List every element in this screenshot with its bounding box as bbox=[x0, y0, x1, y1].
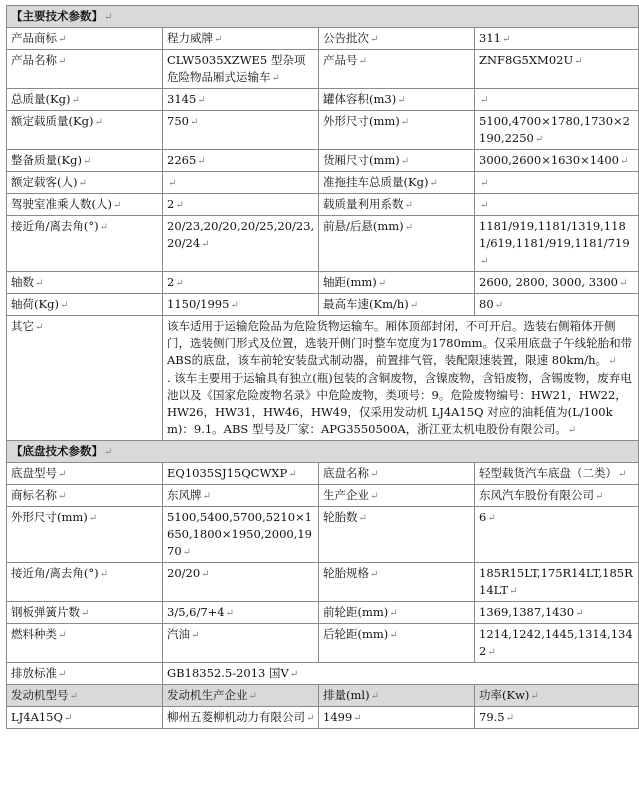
spec-value-2: ↵ bbox=[475, 194, 639, 216]
spec-value-2: 80↵ bbox=[475, 294, 639, 316]
spec-table bbox=[6, 5, 639, 729]
engine-row bbox=[7, 707, 639, 729]
spec-row bbox=[7, 272, 639, 294]
spec-value-2: ↵ bbox=[475, 89, 639, 111]
spec-value-1: 20/23,20/20,20/25,20/23,20/24↵ bbox=[163, 216, 319, 272]
chassis-label-1: 接近角/离去角(°)↵ bbox=[7, 563, 163, 602]
chassis-value-2: 东风汽车股份有限公司↵ bbox=[475, 485, 639, 507]
other-paragraph-1: 该车适用于运输危险品为危险货物运输车。厢体顶部封闭，不可开启。选装右侧箱体开侧门，选装侧门形式及位置，选装开侧门时整车宽度为1780mm。仅采用底盘子午线轮胎和带ABS的底盘，该车前轮安装盘式制动器，前置排气管，装配限速装置，限速 80km/h。↵ bbox=[167, 319, 633, 367]
spec-row bbox=[7, 89, 639, 111]
section-header-main bbox=[7, 6, 639, 28]
chassis-row bbox=[7, 563, 639, 602]
spec-row bbox=[7, 294, 639, 316]
chassis-label-2: 后轮距(mm)↵ bbox=[319, 624, 475, 663]
spec-row bbox=[7, 194, 639, 216]
section-title-main: 【主要技术参数】↵ bbox=[7, 6, 639, 28]
chassis-value-1: 汽油↵ bbox=[163, 624, 319, 663]
chassis-label-1: 外形尺寸(mm)↵ bbox=[7, 507, 163, 563]
chassis-label-2: 轮胎数↵ bbox=[319, 507, 475, 563]
spec-label-2: 公告批次↵ bbox=[319, 28, 475, 50]
chassis-label-2: 底盘名称↵ bbox=[319, 463, 475, 485]
spec-value-1: ↵ bbox=[163, 172, 319, 194]
spec-sheet bbox=[6, 5, 638, 729]
spec-label-2: 罐体容积(m3)↵ bbox=[319, 89, 475, 111]
emission-label: 排放标准↵ bbox=[7, 663, 163, 685]
spec-label-1: 轴荷(Kg)↵ bbox=[7, 294, 163, 316]
spec-label-2: 外形尺寸(mm)↵ bbox=[319, 111, 475, 150]
chassis-value-2: 185R15LT,175R14LT,185R14LT↵ bbox=[475, 563, 639, 602]
engine-maker: 柳州五菱柳机动力有限公司↵ bbox=[163, 707, 319, 729]
chassis-value-1: EQ1035SJ15QCWXP↵ bbox=[163, 463, 319, 485]
chassis-row bbox=[7, 485, 639, 507]
spec-value-2: 5100,4700×1780,1730×2190,2250↵ bbox=[475, 111, 639, 150]
spec-label-1: 轴数↵ bbox=[7, 272, 163, 294]
chassis-value-2: 1214,1242,1445,1314,1342↵ bbox=[475, 624, 639, 663]
spec-value-2: 3000,2600×1630×1400↵ bbox=[475, 150, 639, 172]
spec-value-2: 311↵ bbox=[475, 28, 639, 50]
engine-power: 79.5↵ bbox=[475, 707, 639, 729]
spec-label-2: 准拖挂车总质量(Kg)↵ bbox=[319, 172, 475, 194]
spec-label-2: 最高车速(Km/h)↵ bbox=[319, 294, 475, 316]
chassis-label-1: 燃料种类↵ bbox=[7, 624, 163, 663]
chassis-label-2: 前轮距(mm)↵ bbox=[319, 602, 475, 624]
chassis-value-1: 20/20↵ bbox=[163, 563, 319, 602]
chassis-value-2: 6↵ bbox=[475, 507, 639, 563]
spec-label-1: 驾驶室准乘人数(人)↵ bbox=[7, 194, 163, 216]
other-row bbox=[7, 316, 639, 441]
other-label: 其它↵ bbox=[7, 316, 163, 441]
spec-label-1: 额定载质量(Kg)↵ bbox=[7, 111, 163, 150]
section-header-chassis bbox=[7, 441, 639, 463]
chassis-label-1: 钢板弹簧片数↵ bbox=[7, 602, 163, 624]
spec-value-2: ZNF8G5XM02U↵ bbox=[475, 50, 639, 89]
emission-value: GB18352.5-2013 国Ⅴ↵ bbox=[163, 663, 639, 685]
spec-row bbox=[7, 111, 639, 150]
spec-label-2: 前悬/后悬(mm)↵ bbox=[319, 216, 475, 272]
section-title-chassis: 【底盘技术参数】↵ bbox=[7, 441, 639, 463]
spec-value-1: 2↵ bbox=[163, 272, 319, 294]
spec-value-1: 2265↵ bbox=[163, 150, 319, 172]
chassis-value-1: 3/5,6/7+4↵ bbox=[163, 602, 319, 624]
engine-header-maker: 发动机生产企业↵ bbox=[163, 685, 319, 707]
spec-label-1: 产品商标↵ bbox=[7, 28, 163, 50]
spec-label-1: 整备质量(Kg)↵ bbox=[7, 150, 163, 172]
spec-row bbox=[7, 150, 639, 172]
spec-value-1: 750↵ bbox=[163, 111, 319, 150]
other-paragraph-2: . 该车主要用于运输具有独立(瓶)包装的含铜废物，含镍废物，含铅废物，含锡废物，废弃电池以及《国家危险废物名录》中危险废物，类项号：9。危险废物编号：HW21，HW22，HW26，HW31，HW46，HW49，仅采用发动机 LJ4A15Q 对应的油耗值为(L/100km)：9.1。ABS 型号及厂家：APG3550500A，浙江亚太机电股份有限公司。↵ bbox=[167, 371, 632, 436]
spec-row bbox=[7, 50, 639, 89]
spec-label-1: 产品名称↵ bbox=[7, 50, 163, 89]
spec-value-2: ↵ bbox=[475, 172, 639, 194]
chassis-label-1: 商标名称↵ bbox=[7, 485, 163, 507]
spec-value-2: 1181/919,1181/1319,1181/619,1181/919,1181/719↵ bbox=[475, 216, 639, 272]
engine-header-displacement: 排量(ml)↵ bbox=[319, 685, 475, 707]
chassis-label-2: 生产企业↵ bbox=[319, 485, 475, 507]
spec-value-2: 2600, 2800, 3000, 3300↵ bbox=[475, 272, 639, 294]
engine-displacement: 1499↵ bbox=[319, 707, 475, 729]
spec-label-1: 接近角/离去角(°)↵ bbox=[7, 216, 163, 272]
spec-value-1: 3145↵ bbox=[163, 89, 319, 111]
spec-value-1: CLW5035XZWE5 型杂项危险物品厢式运输车↵ bbox=[163, 50, 319, 89]
chassis-row bbox=[7, 624, 639, 663]
spec-label-2: 货厢尺寸(mm)↵ bbox=[319, 150, 475, 172]
spec-value-1: 1150/1995↵ bbox=[163, 294, 319, 316]
engine-header-row bbox=[7, 685, 639, 707]
spec-label-2: 轴距(mm)↵ bbox=[319, 272, 475, 294]
chassis-label-1: 底盘型号↵ bbox=[7, 463, 163, 485]
engine-header-power: 功率(Kw)↵ bbox=[475, 685, 639, 707]
engine-header-model: 发动机型号↵ bbox=[7, 685, 163, 707]
spec-row bbox=[7, 28, 639, 50]
chassis-row bbox=[7, 602, 639, 624]
spec-label-2: 产品号↵ bbox=[319, 50, 475, 89]
spec-row bbox=[7, 216, 639, 272]
chassis-value-1: 5100,5400,5700,5210×1650,1800×1950,2000,1970↵ bbox=[163, 507, 319, 563]
spec-row bbox=[7, 172, 639, 194]
other-value bbox=[163, 316, 639, 441]
chassis-value-2: 轻型载货汽车底盘（二类）↵ bbox=[475, 463, 639, 485]
spec-value-1: 2↵ bbox=[163, 194, 319, 216]
chassis-row bbox=[7, 463, 639, 485]
chassis-label-2: 轮胎规格↵ bbox=[319, 563, 475, 602]
emission-row bbox=[7, 663, 639, 685]
spec-label-1: 额定载客(人)↵ bbox=[7, 172, 163, 194]
spec-label-1: 总质量(Kg)↵ bbox=[7, 89, 163, 111]
engine-model: LJ4A15Q↵ bbox=[7, 707, 163, 729]
chassis-value-2: 1369,1387,1430↵ bbox=[475, 602, 639, 624]
chassis-row bbox=[7, 507, 639, 563]
chassis-value-1: 东风牌↵ bbox=[163, 485, 319, 507]
spec-value-1: 程力威牌↵ bbox=[163, 28, 319, 50]
spec-label-2: 载质量利用系数↵ bbox=[319, 194, 475, 216]
